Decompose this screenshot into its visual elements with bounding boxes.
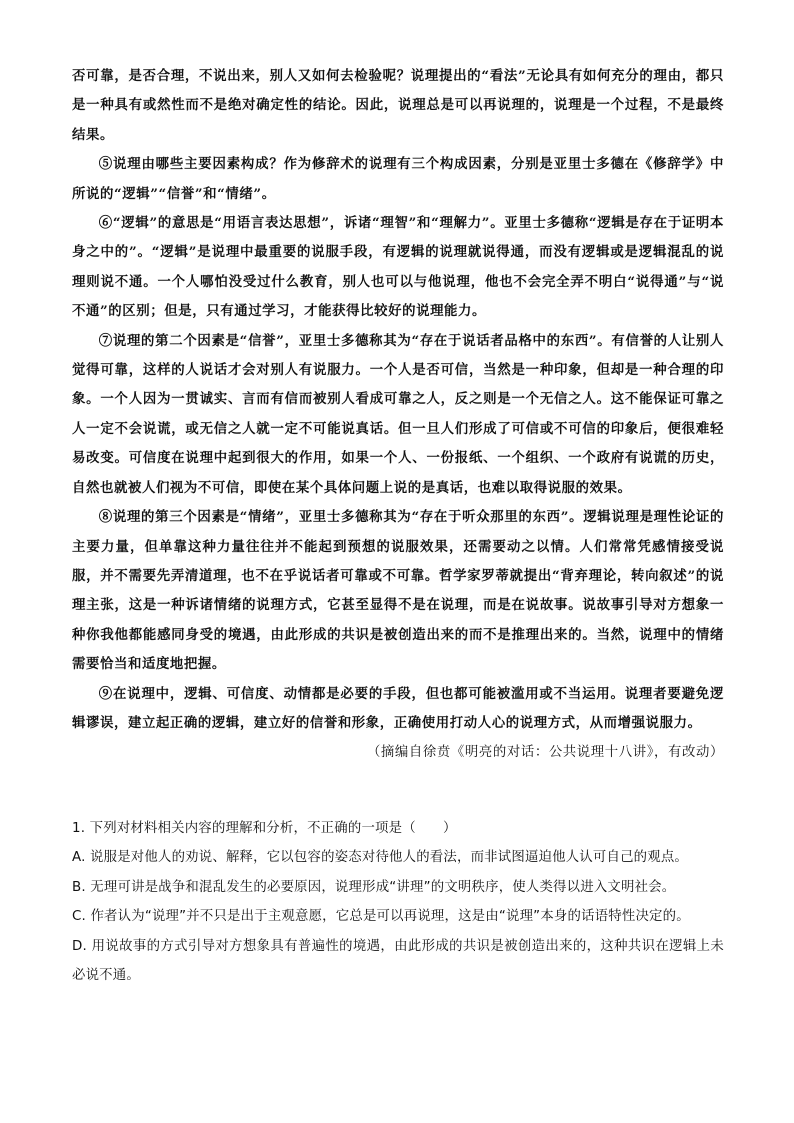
source-citation: （摘编自徐贲《明亮的对话：公共说理十八讲》，有改动） [366, 745, 724, 761]
paragraph-8: ⑧说理的第三个因素是“情绪”，亚里士多德称其为“存在于听众那里的东西”。逻辑说理是理性论证的主要力量，但单靠这种力量往往并不能起到预想的说服效果，还需要动之以情。人们常常凭感情接受说服，并不需要先弄清道理，也不在乎说话者可靠或不可靠。哲学家罗蒂就提出“背弃理论，转向叙述”的说理主张，这是一种诉诸情绪的说理方式，它甚至显得不是在说理，而是在说故事。说故事引导对方想象一种你我他都能感同身受的境遇，由此形成的共识是被创造出来的而不是推理出来的。当然，说理中的情绪需要恰当和适度地把握。 [72, 509, 724, 673]
paragraph-7: ⑦说理的第二个因素是“信誉”，亚里士多德称其为“存在于说话者品格中的东西”。有信誉的人让别人觉得可靠，这样的人说话才会对别人有说服力。一个人是否可信，当然是一种印象，但却是一种合理的印象。一个人因为一贯诚实、言而有信而被别人看成可靠之人，反之则是一个无信之人。这不能保证可靠之人一定不会说谎，或无信之人就一定不可能说真话。但一旦人们形成了可信或不可信的印象后，便很难轻易改变。可信度在说理中起到很大的作用，如果一个人、一份报纸、一个组织、一个政府有说谎的历史，自然也就被人们视为不可信，即使在某个具体问题上说的是真话，也难以取得说服的效果。 [72, 332, 724, 496]
option-d: D. 用说故事的方式引导对方想象具有普遍性的境遇，由此形成的共识是被创造出来的，这种共识在逻辑上未必说不通。 [72, 938, 724, 984]
paragraph-5: ⑤说理由哪些主要因素构成？作为修辞术的说理有三个构成因素，分别是亚里士多德在《修辞学》中所说的“逻辑”“信誉”和“情绪”。 [72, 156, 724, 202]
option-c: C. 作者认为“说理”并不只是出于主观意愿，它总是可以再说理，这是由“说理”本身的话语特性决定的。 [72, 909, 690, 925]
option-b: B. 无理可讲是战争和混乱发生的必要原因，说理形成“讲理”的文明秩序，使人类得以进入文明社会。 [72, 879, 676, 895]
paragraph-6: ⑥“逻辑”的意思是“用语言表达思想”，诉诸“理智”和“理解力”。亚里士多德称“逻辑是存在于证明本身之中的”。“逻辑”是说理中最重要的说服手段，有逻辑的说理就说得通，而没有逻辑或是逻辑混乱的说理则说不通。一个人哪怕没受过什么教育，别人也可以与他说理，他也不会完全弄不明白“说得通”与“说不通”的区别；但是，只有通过学习，才能获得比较好的说理能力。 [72, 215, 724, 320]
paragraph-continued: 否可靠，是否合理，不说出来，别人又如何去检验呢？说理提出的“看法”无论具有如何充分的理由，都只是一种具有或然性而不是绝对确定性的结论。因此，说理总是可以再说理的，说理是一个过程，不是最终结果。 [72, 68, 724, 143]
question-stem: 1. 下列对材料相关内容的理解和分析，不正确的一项是（ ） [72, 821, 457, 836]
question-1 [72, 814, 724, 990]
option-a: A. 说服是对他人的劝说、解释，它以包容的姿态对待他人的看法，而非试图逼迫他人认可自己的观点。 [72, 850, 689, 866]
reading-passage [72, 62, 724, 768]
paragraph-9: ⑨在说理中，逻辑、可信度、动情都是必要的手段，但也都可能被滥用或不当运用。说理者要避免逻辑谬误，建立起正确的逻辑，建立好的信誉和形象，正确使用打动人心的说理方式，从而增强说服力。 [72, 685, 724, 731]
